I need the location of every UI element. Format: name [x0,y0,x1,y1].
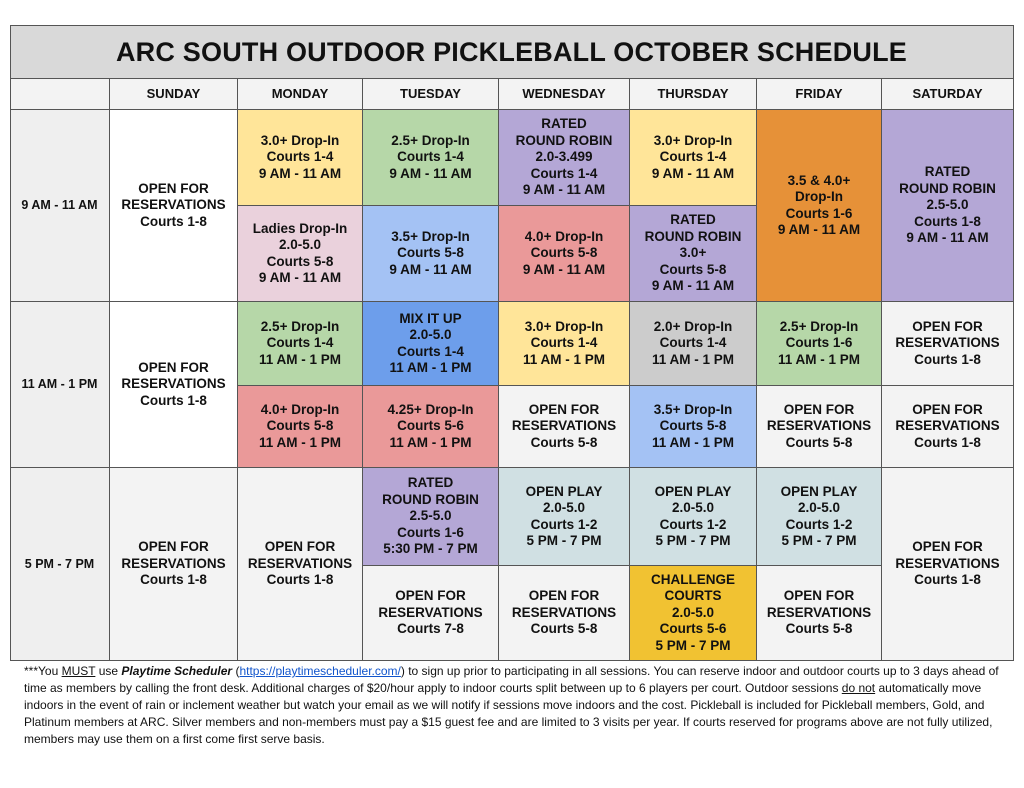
session-line: Courts 1-6 [785,335,853,351]
session-line: 2.5+ Drop-In [391,132,470,148]
session-cell [363,110,499,206]
session-line: 3.0+ Drop-In [260,132,340,148]
session-cell [110,110,238,302]
session-line: 11 AM - 1 PM [258,434,342,450]
session-cell [363,468,499,566]
session-line: Courts 1-6 [397,524,464,540]
session-line: RESERVATIONS [121,197,226,213]
session-line: Courts 5-8 [266,418,334,434]
session-line: Courts 5-6 [659,621,727,637]
session-line: Courts 1-8 [914,213,981,229]
footnote-text: use [95,664,122,678]
session-line: Courts 1-4 [530,165,598,181]
session-cell [499,110,630,206]
session-line: Courts 7-8 [397,621,464,637]
session-line: 3.0+ [679,245,707,261]
session-line: 2.0-5.0 [671,500,715,515]
session-line: ROUND ROBIN [644,228,742,244]
day-header-label: MONDAY [271,85,329,101]
session-cell [882,110,1014,302]
session-line: OPEN FOR [783,588,855,604]
session-line: Courts 1-8 [914,434,981,450]
day-header-label: WEDNESDAY [522,85,606,101]
day-header-friday [757,79,882,110]
time-slot-label: 9 AM - 11 AM [21,198,98,213]
session-line: 11 AM - 1 PM [651,434,735,450]
session-line: 9 AM - 11 AM [389,261,472,277]
session-line: OPEN FOR [395,588,466,604]
session-line: OPEN PLAY [780,483,858,499]
session-line: Courts 5-8 [659,418,727,434]
session-line: 4.25+ Drop-In [387,401,474,417]
session-cell [238,468,363,661]
session-cell [110,468,238,661]
session-line: 11 AM - 1 PM [389,360,472,375]
session-line: Courts 5-8 [397,245,464,261]
session-line: OPEN FOR [528,588,600,604]
session-line: RESERVATIONS [247,555,353,571]
session-line: 11 AM - 1 PM [389,434,472,450]
session-line: Drop-In [795,189,843,204]
session-line: RESERVATIONS [511,418,617,434]
session-line: OPEN FOR [912,539,983,555]
day-header-label: SUNDAY [146,85,201,101]
session-line: Courts 1-4 [659,335,727,351]
session-line: Courts 5-8 [785,434,853,450]
session-line: Courts 5-8 [530,434,598,450]
session-line: RESERVATIONS [895,555,1000,571]
session-line: 2.0-5.0 [409,327,452,342]
session-cell [238,302,363,386]
day-header-wednesday [499,79,630,110]
session-line: 4.0+ Drop-In [524,228,604,244]
session-line: Courts 1-4 [530,335,598,351]
session-line: OPEN FOR [138,180,209,196]
session-line: 9 AM - 11 AM [522,261,606,277]
session-line: 9 AM - 11 AM [651,165,735,181]
playtime-scheduler-link[interactable]: https://playtimescheduler.com/ [239,664,401,678]
session-cell [499,566,630,661]
session-line: 11 AM - 1 PM [522,351,606,367]
session-line: RESERVATIONS [895,418,1000,434]
session-line: Courts 5-8 [530,245,598,261]
session-cell [363,386,499,468]
session-line: Courts 1-2 [785,516,853,532]
session-line: 2.0-5.0 [542,500,586,515]
session-line: RESERVATIONS [378,604,483,620]
session-cell [757,468,882,566]
day-header-label: TUESDAY [400,85,461,101]
session-line: RATED [924,164,971,180]
session-line: Courts 5-8 [530,621,598,637]
session-line: 5 PM - 7 PM [781,533,857,548]
footnote-do-not: do not [841,681,876,695]
session-cell [499,206,630,302]
session-line: Courts 1-4 [397,343,464,359]
session-line: RESERVATIONS [511,604,617,620]
session-line: OPEN FOR [912,401,983,417]
session-line: Courts 1-4 [397,149,464,165]
session-line: Ladies Drop-In [252,220,348,236]
session-cell [110,302,238,468]
session-cell [630,206,757,302]
session-line: RESERVATIONS [766,418,872,434]
footnote-app-name: Playtime Scheduler [121,664,233,678]
session-line: Courts 1-8 [914,351,981,367]
session-line: ROUND ROBIN [382,491,479,507]
session-line: 2.0-5.0 [671,604,715,620]
day-header-label: THURSDAY [657,85,729,101]
session-line: RATED [670,212,716,228]
session-cell [630,566,757,661]
session-line: Courts 1-2 [530,516,598,532]
session-line: 2.0-3.499 [535,149,593,165]
session-cell [499,468,630,566]
session-line: Courts 1-4 [659,149,727,165]
session-line: Courts 5-6 [397,418,464,434]
footnote-text: ***You [24,664,62,678]
session-line: OPEN FOR [138,539,209,555]
session-line: MIX IT UP [399,310,462,326]
time-slot-5-pm-7-pm [10,468,110,661]
session-line: OPEN FOR [138,359,209,375]
session-cell [363,206,499,302]
session-cell [630,302,757,386]
session-line: 2.0-5.0 [797,500,841,515]
session-line: Courts 5-8 [659,261,727,277]
session-cell [882,468,1014,661]
session-line: Courts 1-8 [140,572,207,588]
time-slot-9-am-11-am [10,110,110,302]
footnote-text: ) to sign up prior to participating in all sessions. You can reserve indoor and outdoor courts up to 3 days ahead of time as members by calling the front desk. Additional charges of $20/hour apply to indoor courts split between up to 6 players per court. Outdoor sessions [24,664,999,695]
session-line: ROUND ROBIN [899,180,996,196]
session-line: 2.0-5.0 [278,237,322,252]
session-line: OPEN FOR [912,318,983,334]
session-line: 2.5+ Drop-In [260,318,340,334]
session-line: Courts 1-8 [140,392,207,408]
session-cell [882,386,1014,468]
session-line: Courts 1-4 [266,149,334,165]
session-line: RESERVATIONS [121,376,226,392]
session-line: Courts 1-4 [266,335,334,351]
session-cell [238,206,363,302]
day-header-label: SATURDAY [912,85,983,101]
footnote-must: MUST [61,664,96,678]
session-line: 5 PM - 7 PM [526,533,602,548]
session-line: 4.0+ Drop-In [260,401,340,417]
session-cell [238,386,363,468]
day-header-sunday [110,79,238,110]
day-header-saturday [882,79,1014,110]
session-line: OPEN PLAY [525,483,603,499]
session-cell [363,566,499,661]
session-line: RESERVATIONS [121,555,226,571]
session-line: OPEN FOR [264,539,336,555]
session-line: 2.0+ Drop-In [653,318,733,334]
session-line: RATED [407,475,454,491]
session-line: 3.0+ Drop-In [524,318,604,334]
schedule-title: ARC SOUTH OUTDOOR PICKLEBALL OCTOBER SCHEDULE [10,25,1014,79]
session-cell [630,386,757,468]
header-corner [10,79,110,110]
session-line: COURTS [664,588,722,604]
session-line: 5 PM - 7 PM [655,533,731,548]
session-line: 5 PM - 7 PM [655,637,731,653]
session-cell [630,468,757,566]
day-header-monday [238,79,363,110]
session-line: 11 AM - 1 PM [258,351,342,367]
session-line: RESERVATIONS [766,604,872,620]
session-line: 2.5-5.0 [409,508,452,524]
session-line: 9 AM - 11 AM [906,230,989,246]
session-cell [757,566,882,661]
session-cell [499,302,630,386]
session-line: OPEN FOR [783,401,855,417]
day-header-label: FRIDAY [795,85,843,101]
session-line: 9 AM - 11 AM [258,270,342,285]
session-line: 9 AM - 11 AM [258,165,342,181]
session-cell [757,386,882,468]
session-line: 3.5 & 4.0+ [787,172,851,188]
session-line: 2.5+ Drop-In [779,318,859,334]
session-cell [757,110,882,302]
session-cell [630,110,757,206]
session-line: CHALLENGE [651,571,735,587]
session-line: Courts 1-8 [140,213,207,229]
day-header-tuesday [363,79,499,110]
session-line: 5:30 PM - 7 PM [383,541,478,557]
session-line: Courts 1-2 [659,516,727,532]
session-line: Courts 1-8 [914,572,981,588]
day-header-thursday [630,79,757,110]
session-line: RATED [541,116,587,132]
session-line: 9 AM - 11 AM [651,278,735,294]
session-line: Courts 1-8 [266,572,334,588]
session-line: 9 AM - 11 AM [522,182,606,198]
session-line: 11 AM - 1 PM [651,351,735,367]
session-line: 3.5+ Drop-In [653,401,733,417]
time-slot-label: 11 AM - 1 PM [21,377,98,392]
schedule-table [10,25,1014,661]
session-line: 9 AM - 11 AM [389,165,472,181]
session-line: Courts 1-6 [785,205,853,221]
session-line: 3.5+ Drop-In [391,228,470,244]
time-slot-11-am-1-pm [10,302,110,468]
session-cell [363,302,499,386]
session-line: 9 AM - 11 AM [777,222,861,237]
session-cell [499,386,630,468]
session-cell [757,302,882,386]
session-line: Courts 5-8 [785,621,853,637]
session-line: 3.0+ Drop-In [653,132,733,148]
session-line: OPEN PLAY [654,483,732,499]
footnote-text: ( [232,664,240,678]
session-line: 11 AM - 1 PM [777,351,861,367]
session-line: 2.5-5.0 [926,197,969,213]
footnote [24,663,1004,748]
session-cell [238,110,363,206]
time-slot-label: 5 PM - 7 PM [24,556,95,571]
footnote-text: automatically move indoors in the event of rain or inclement weather but watch your email as we will notify if sessions move indoors and the cost. Pickleball is included for Pickleball members, Gold, and Platinum members at ARC. Silver members and non-members must pay a $15 guest fee and are limited to 3 visits per year. If courts reserved for programs above are not fully utilized, members may use them on a first come first serve basis. [24,681,993,746]
session-line: OPEN FOR [528,401,600,417]
session-cell [882,302,1014,386]
session-line: ROUND ROBIN [515,132,613,148]
session-line: RESERVATIONS [895,335,1000,351]
session-line: Courts 5-8 [266,253,334,269]
